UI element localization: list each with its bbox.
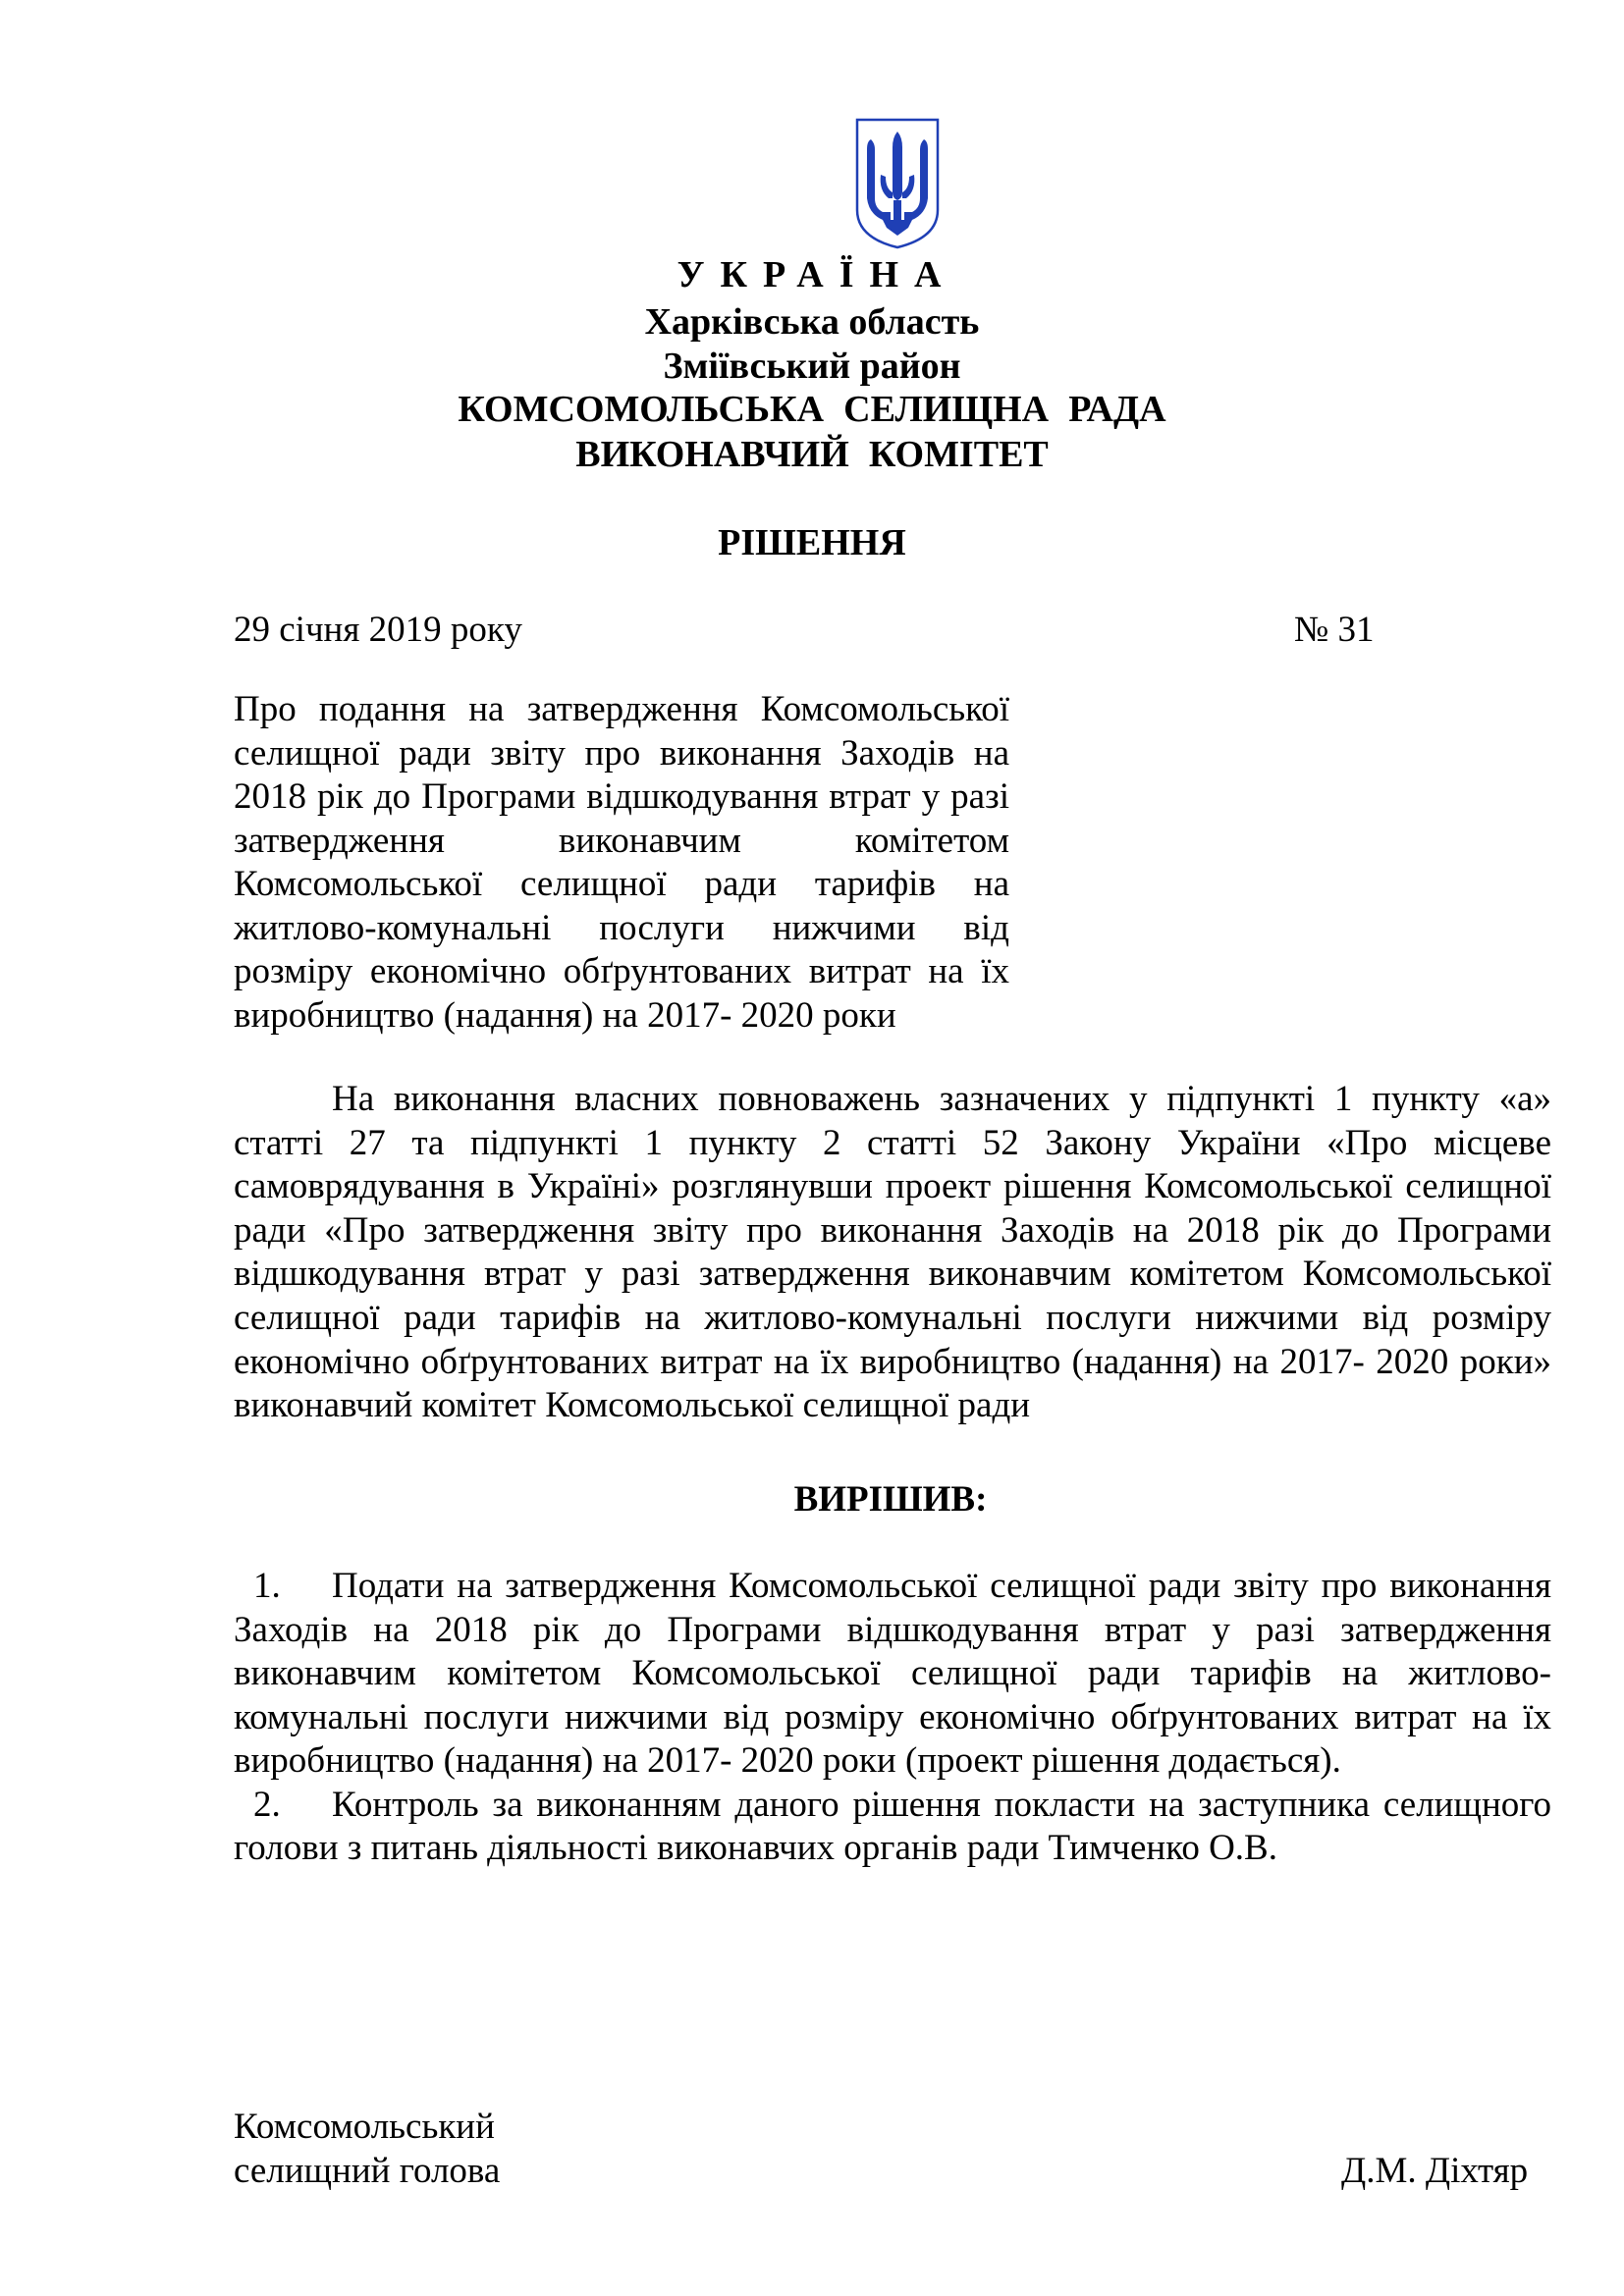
committee-name: ВИКОНАВЧИЙ КОМІТЕТ	[575, 434, 1049, 475]
decision-date: 29 січня 2019 року	[234, 610, 522, 650]
decision-number: № 31	[1294, 610, 1375, 650]
signatory-position-line-1: Комсомольський	[234, 2107, 495, 2147]
rayon-name: Зміївський район	[663, 346, 961, 387]
document-type-title: РІШЕННЯ	[718, 522, 906, 563]
decision-subject: Про подання на затвердження Комсомольської селищної ради звіту про виконання Заходів на 2018 рік до Програми відшкодування втрат у разі затвердження виконавчим комітетом Комсомольської селищної ради тарифів на житлово-комунальні послуги нижчими від розміру економічно обґрунтованих витрат на їх виробництво (надання) на 2017- 2020 роки	[234, 689, 1009, 1036]
signatory-position-line-2: селищний голова	[234, 2151, 501, 2191]
decision-items-list	[234, 1565, 1551, 1871]
decided-heading: ВИРІШИВ:	[793, 1479, 988, 1520]
preamble-paragraph: На виконання власних повноважень зазначених у підпункті 1 пункту «а» статті 27 та підпункті 1 пункту 2 статті 52 Закону України «Про місцеве самоврядування в Україні» розглянувши проект рішення Комсомольської селищної ради «Про затвердження звіту про виконання Заходів на 2018 рік до Програми відшкодування втрат у разі затвердження виконавчим комітетом Комсомольської селищної ради тарифів на житлово-комунальні послуги нижчими від розміру економічно обґрунтованих витрат на їх виробництво (надання) на 2017- 2020 роки» виконавчий комітет Комсомольської селищної ради	[234, 1079, 1551, 1426]
item-text: Контроль за виконанням даного рішення покласти на заступника селищного голови з питань діяльності виконавчих органів ради Тимченко О.В.	[234, 1784, 1551, 1868]
decision-item-2	[234, 1784, 1551, 1871]
oblast-name: Харківська область	[644, 301, 980, 343]
signatory-name: Д.М. Діхтяр	[1341, 2151, 1529, 2191]
item-number: 2.	[253, 1784, 281, 1825]
coat-of-arms-trident-icon	[853, 116, 942, 251]
signatory-position	[234, 2105, 500, 2193]
council-name: КОМСОМОЛЬСЬКА СЕЛИЩНА РАДА	[458, 389, 1166, 430]
country-name: УКРАЇНА	[677, 254, 957, 295]
item-number: 1.	[253, 1566, 281, 1606]
decision-item-1	[234, 1565, 1551, 1784]
item-text: Подати на затвердження Комсомольської селищної ради звіту про виконання Заходів на 2018 рік до Програми відшкодування втрат у разі затвердження виконавчим комітетом Комсомольської селищної ради тарифів на житлово-комунальні послуги нижчими від розміру економічно обґрунтованих витрат на їх виробництво (надання) на 2017- 2020 роки (проект рішення додається).	[234, 1566, 1551, 1781]
